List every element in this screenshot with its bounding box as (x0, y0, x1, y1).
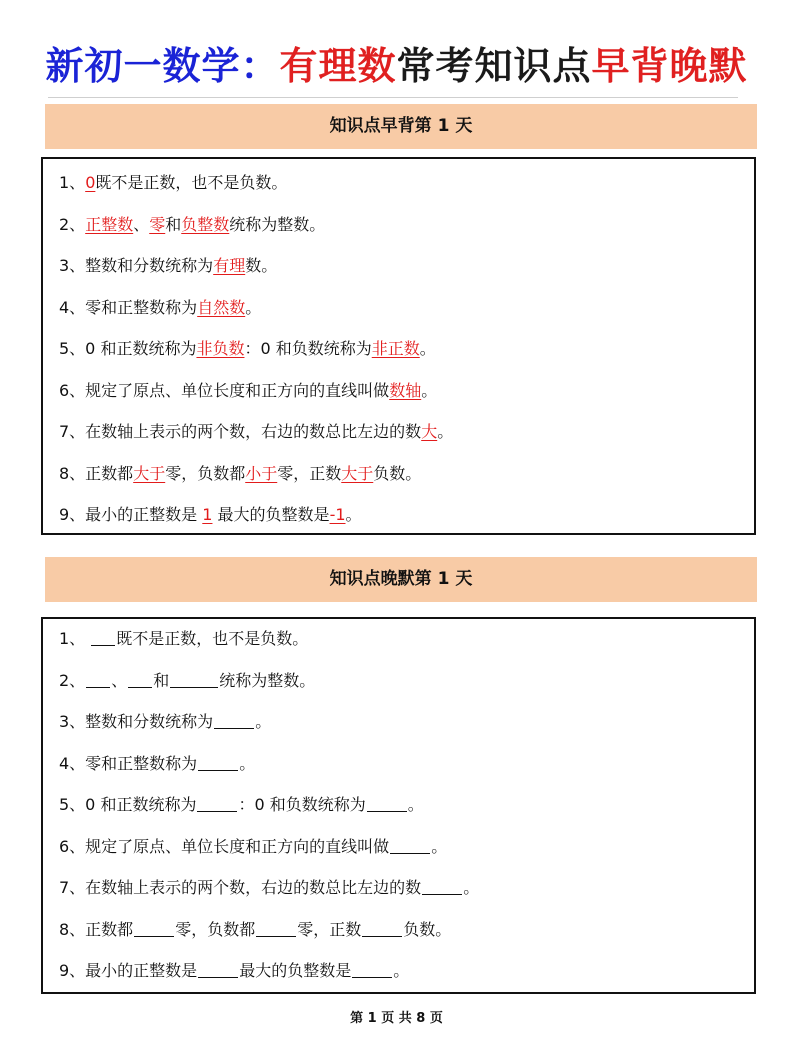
item-text: 。 (239, 753, 256, 773)
fill-in-blank (198, 754, 238, 771)
item-text: ：0 和负数统称为 (238, 795, 366, 814)
item-text: 5、0 和正数统称为 (59, 795, 197, 814)
answer-text: -1 (329, 505, 346, 524)
evening-item-5 (59, 794, 424, 816)
item-text: 零，负数都 (165, 463, 246, 483)
item-text: 和 (153, 670, 170, 690)
item-text: 1、 (59, 173, 86, 192)
item-text: 。 (393, 961, 410, 980)
item-text: 、 (133, 214, 150, 234)
answer-text: 0 (85, 173, 96, 192)
answer-text: 自然数 (197, 297, 246, 317)
morning-list-box (41, 157, 756, 535)
title-part-4: 早背晚默 (591, 43, 748, 88)
title-divider (48, 97, 738, 98)
answer-text: 1 (202, 505, 213, 524)
morning-item-2 (59, 214, 325, 236)
item-text: 零，正数 (277, 463, 342, 483)
fill-in-blank (86, 671, 110, 688)
item-text: 负数。 (373, 463, 422, 483)
fill-in-blank (128, 671, 152, 688)
item-text: 统称为整数。 (229, 214, 326, 234)
evening-list-box (41, 617, 756, 994)
item-text: 1、 (59, 629, 91, 648)
item-text: 6、规定了原点、单位长度和正方向的直线叫做 (59, 836, 390, 856)
evening-item-8 (59, 919, 451, 941)
item-text: 3、整数和分数统称为 (59, 712, 214, 731)
fill-in-blank (390, 837, 430, 854)
item-text: ：0 和负数统称为 (244, 339, 372, 358)
item-text: 6、规定了原点、单位长度和正方向的直线叫做 (59, 380, 390, 400)
morning-section-header: 知识点早背第 1 天 (45, 104, 757, 149)
item-text: 零，正数 (297, 919, 362, 939)
answer-text: 零 (149, 214, 166, 234)
morning-item-9 (59, 504, 362, 526)
item-text: 2、 (59, 214, 86, 234)
item-text: 。 (421, 380, 438, 400)
page-number: 第 1 页 共 8 页 (350, 1011, 443, 1026)
item-text: 、 (111, 670, 128, 690)
fill-in-blank (197, 795, 237, 812)
answer-text: 大于 (133, 463, 166, 483)
item-text: 7、在数轴上表示的两个数，右边的数总比左边的数 (59, 878, 422, 897)
item-text: 。 (345, 505, 362, 524)
morning-item-8 (59, 463, 421, 485)
item-text: 7、在数轴上表示的两个数，右边的数总比左边的数 (59, 422, 422, 441)
item-text: 和 (165, 214, 182, 234)
item-text: 8、正数都 (59, 463, 134, 483)
item-text: 3、整数和分数统称为 (59, 256, 214, 275)
item-text: 统称为整数。 (219, 670, 316, 690)
fill-in-blank (362, 920, 402, 937)
answer-text: 非正数 (371, 339, 420, 358)
evening-item-7 (59, 877, 479, 899)
fill-in-blank (352, 961, 392, 978)
morning-item-7 (59, 421, 453, 443)
evening-item-4 (59, 753, 255, 775)
fill-in-blank (91, 629, 115, 646)
item-text: 9、最小的正整数是 (59, 961, 198, 980)
page-title (0, 38, 793, 94)
fill-in-blank (170, 671, 218, 688)
item-text: 负数。 (403, 919, 452, 939)
title-part-2: 有理数 (279, 43, 397, 88)
item-text: 。 (463, 878, 480, 897)
item-text: 。 (407, 795, 424, 814)
answer-text: 正整数 (85, 214, 134, 234)
title-part-3: 常考知识点 (396, 43, 592, 88)
item-text: 。 (245, 297, 262, 317)
item-text: 。 (419, 339, 436, 358)
item-text: 。 (255, 712, 272, 731)
item-text: 零，负数都 (175, 919, 256, 939)
evening-item-9 (59, 960, 409, 982)
item-text: 既不是正数，也不是负数。 (95, 173, 288, 192)
evening-section-header: 知识点晚默第 1 天 (45, 557, 757, 602)
item-text: 4、零和正整数称为 (59, 753, 198, 773)
evening-item-6 (59, 836, 447, 858)
morning-item-4 (59, 297, 261, 319)
evening-item-2 (59, 670, 315, 692)
answer-text: 大于 (341, 463, 374, 483)
fill-in-blank (214, 712, 254, 729)
fill-in-blank (422, 878, 462, 895)
item-text: 最大的负整数是 (212, 505, 330, 524)
item-text: 5、0 和正数统称为 (59, 339, 197, 358)
item-text: 既不是正数，也不是负数。 (116, 629, 309, 648)
answer-text: 小于 (245, 463, 278, 483)
morning-item-1 (59, 172, 287, 194)
fill-in-blank (367, 795, 407, 812)
fill-in-blank (256, 920, 296, 937)
item-text: 。 (437, 422, 454, 441)
evening-item-1 (59, 628, 308, 650)
answer-text: 非负数 (196, 339, 245, 358)
item-text: 4、零和正整数称为 (59, 297, 198, 317)
item-text: 9、最小的正整数是 (59, 505, 203, 524)
morning-item-6 (59, 380, 437, 402)
fill-in-blank (134, 920, 174, 937)
title-part-1: 新初一数学： (45, 43, 280, 88)
item-text: 8、正数都 (59, 919, 134, 939)
answer-text: 大 (421, 422, 438, 441)
item-text: 最大的负整数是 (239, 961, 352, 980)
evening-item-3 (59, 711, 271, 733)
morning-item-5 (59, 338, 436, 360)
morning-item-3 (59, 255, 277, 277)
answer-text: 有理 (213, 256, 246, 275)
item-text: 。 (431, 836, 448, 856)
answer-text: 数轴 (389, 380, 422, 400)
item-text: 数。 (245, 256, 278, 275)
item-text: 2、 (59, 670, 86, 690)
answer-text: 负整数 (181, 214, 230, 234)
fill-in-blank (198, 961, 238, 978)
